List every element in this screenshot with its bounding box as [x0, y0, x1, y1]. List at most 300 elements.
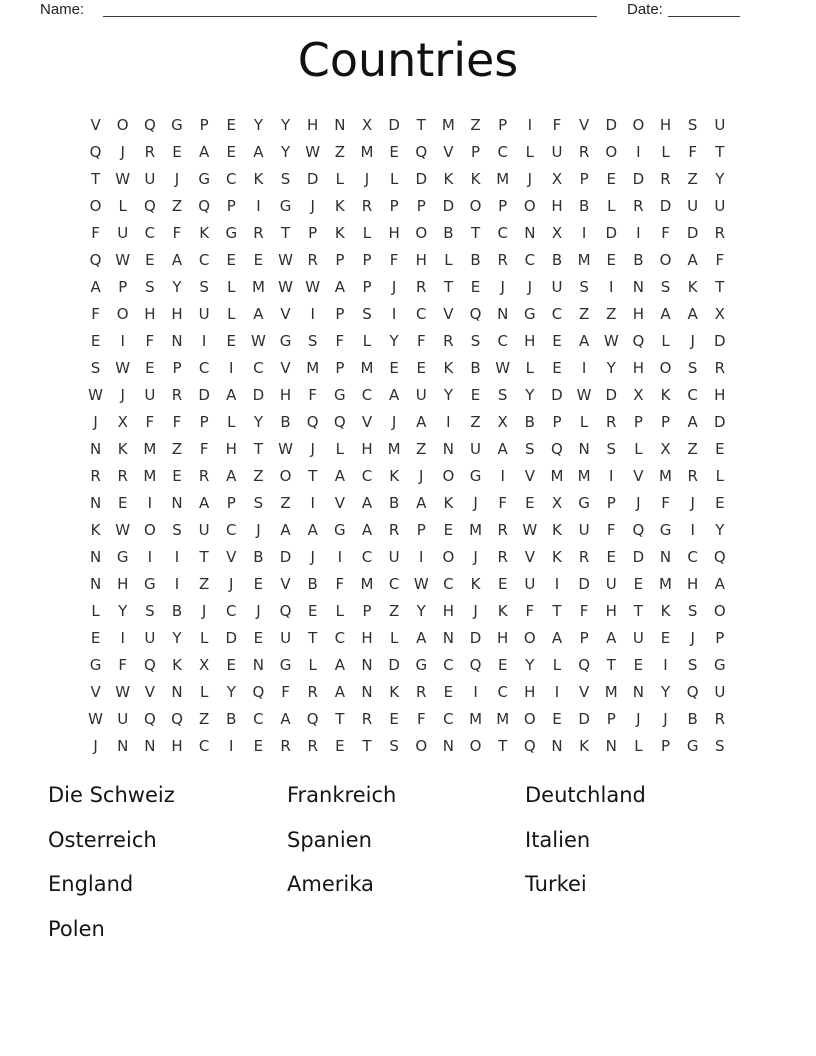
grid-letter: I	[500, 466, 505, 485]
grid-letter: D	[659, 196, 672, 215]
grid-letter: D	[225, 628, 238, 647]
grid-letter: A	[687, 412, 698, 431]
grid-letter: R	[171, 385, 183, 404]
grid-letter: S	[687, 115, 698, 134]
grid-letter: I	[609, 466, 614, 485]
grid-letter: Q	[171, 709, 183, 728]
grid-letter: G	[334, 385, 346, 404]
grid-letter: P	[579, 169, 589, 188]
grid-letter: Q	[632, 520, 645, 539]
grid-letter: B	[280, 412, 291, 431]
grid-letter: O	[89, 196, 102, 215]
grid-letter: E	[633, 574, 644, 593]
grid-letter: J	[473, 601, 478, 620]
grid-letter: H	[659, 115, 672, 134]
grid-letter: I	[256, 196, 261, 215]
grid-letter: B	[524, 412, 535, 431]
grid-letter: C	[361, 385, 373, 404]
grid-letter: P	[199, 115, 209, 134]
grid-letter: X	[117, 412, 128, 431]
grid-letter: P	[416, 196, 426, 215]
grid-letter: A	[497, 439, 508, 458]
grid-letter: I	[310, 493, 315, 512]
grid-letter: I	[174, 547, 180, 566]
grid-letter: M	[251, 277, 265, 296]
grid-letter: E	[552, 358, 562, 377]
grid-letter: J	[473, 493, 478, 512]
grid-letter: R	[90, 466, 101, 485]
grid-letter: H	[605, 601, 617, 620]
grid-letter: N	[578, 439, 590, 458]
grid-letter: D	[388, 655, 400, 674]
grid-letter: J	[310, 547, 315, 566]
grid-letter: P	[606, 493, 616, 512]
grid-letter: H	[225, 439, 237, 458]
grid-letter: M	[306, 358, 320, 377]
grid-letter: F	[172, 223, 182, 242]
grid-letter: G	[279, 331, 292, 350]
grid-letter: B	[470, 250, 481, 269]
grid-letter: M	[496, 169, 510, 188]
grid-letter: U	[144, 169, 156, 188]
grid-letter: K	[579, 736, 590, 755]
grid-letter: J	[391, 277, 397, 296]
grid-letter: J	[527, 277, 533, 296]
grid-letter: K	[443, 169, 454, 188]
grid-letter: Y	[525, 385, 535, 404]
grid-letter: L	[525, 358, 534, 377]
grid-letter: Y	[660, 682, 671, 701]
grid-letter: I	[581, 223, 587, 242]
grid-letter: T	[470, 223, 481, 242]
grid-letter: I	[527, 115, 533, 134]
grid-letter: U	[280, 628, 292, 647]
word-list-item: Deutchland	[525, 783, 646, 808]
grid-letter: I	[419, 547, 424, 566]
grid-letter: R	[307, 682, 318, 701]
grid-letter: S	[497, 385, 508, 404]
grid-letter: W	[522, 520, 538, 539]
grid-letter: O	[442, 547, 455, 566]
grid-letter: Z	[388, 601, 400, 620]
grid-letter: Y	[715, 169, 725, 188]
grid-letter: X	[714, 304, 725, 323]
grid-letter: S	[145, 277, 155, 296]
grid-letter: H	[307, 115, 319, 134]
grid-letter: M	[143, 466, 157, 485]
grid-letter: N	[171, 682, 183, 701]
grid-letter: O	[523, 628, 536, 647]
grid-letter: W	[115, 520, 131, 539]
grid-letter: W	[115, 682, 131, 701]
grid-letter: B	[443, 223, 454, 242]
grid-letter: P	[308, 223, 318, 242]
grid-letter: Y	[172, 277, 182, 296]
grid-letter: A	[687, 304, 698, 323]
grid-letter: T	[90, 169, 101, 188]
grid-letter: G	[144, 574, 156, 593]
grid-letter: E	[443, 682, 454, 701]
word-list-item: Die Schweiz	[48, 783, 175, 808]
grid-letter: E	[633, 655, 644, 674]
grid-letter: N	[89, 493, 102, 512]
grid-letter: K	[552, 520, 562, 539]
grid-letter: V	[280, 304, 291, 323]
grid-letter: A	[280, 520, 291, 539]
grid-letter: X	[198, 655, 210, 674]
grid-letter: R	[253, 223, 264, 242]
grid-letter: N	[89, 574, 102, 593]
grid-letter: E	[226, 331, 237, 350]
word-list-item: Osterreich	[48, 827, 157, 852]
grid-letter: D	[388, 115, 400, 134]
grid-letter: E	[416, 358, 426, 377]
grid-letter: X	[660, 439, 671, 458]
grid-letter: Z	[470, 412, 481, 431]
grid-letter: Q	[306, 709, 319, 728]
grid-letter: E	[660, 628, 671, 647]
word-list	[48, 773, 763, 951]
grid-letter: G	[578, 493, 590, 512]
grid-letter: R	[497, 250, 508, 269]
grid-letter: G	[524, 304, 536, 323]
grid-letter: D	[551, 385, 563, 404]
grid-letter: E	[172, 466, 182, 485]
grid-letter: T	[280, 223, 291, 242]
grid-letter: Q	[143, 709, 156, 728]
grid-letter: A	[226, 466, 237, 485]
grid-letter: T	[498, 736, 508, 755]
grid-letter: N	[442, 628, 455, 647]
grid-letter: Q	[89, 250, 102, 269]
grid-letter: S	[687, 601, 698, 620]
grid-letter: R	[578, 142, 590, 161]
grid-letter: D	[714, 412, 726, 431]
grid-letter: Z	[280, 493, 291, 512]
grid-letter: X	[361, 115, 373, 134]
grid-letter: J	[93, 412, 98, 431]
grid-letter: D	[198, 385, 210, 404]
grid-letter: R	[198, 466, 210, 485]
grid-letter: Y	[606, 358, 616, 377]
grid-letter: N	[632, 277, 644, 296]
grid-letter: P	[498, 115, 508, 134]
grid-letter: F	[552, 115, 562, 134]
grid-letter: L	[362, 331, 372, 350]
grid-letter: R	[416, 682, 427, 701]
grid-letter: M	[143, 439, 157, 458]
grid-letter: N	[632, 682, 644, 701]
grid-letter: L	[335, 169, 345, 188]
grid-letter: R	[307, 736, 318, 755]
grid-letter: T	[253, 439, 263, 458]
grid-letter: W	[305, 142, 321, 161]
grid-letter: O	[659, 250, 672, 269]
grid-letter: K	[497, 601, 508, 620]
grid-letter: Z	[687, 169, 698, 188]
grid-letter: H	[279, 385, 292, 404]
grid-letter: K	[172, 655, 182, 674]
grid-letter: A	[199, 142, 210, 161]
grid-letter: F	[308, 385, 318, 404]
grid-letter: V	[280, 574, 291, 593]
grid-letter: C	[361, 466, 373, 485]
word-search-grid	[82, 111, 733, 759]
grid-letter: C	[687, 385, 698, 404]
grid-letter: K	[443, 358, 454, 377]
grid-letter: M	[577, 250, 591, 269]
grid-letter: W	[495, 358, 511, 377]
grid-letter: W	[115, 358, 131, 377]
grid-letter: D	[632, 547, 645, 566]
grid-letter: D	[605, 385, 618, 404]
grid-letter: A	[253, 304, 264, 323]
grid-letter: Z	[253, 466, 264, 485]
grid-letter: K	[334, 196, 345, 215]
grid-letter: F	[525, 601, 535, 620]
grid-letter: A	[361, 493, 373, 512]
grid-letter: S	[715, 736, 725, 755]
page-title: Countries	[297, 33, 519, 87]
grid-letter: Y	[172, 628, 182, 647]
grid-letter: G	[659, 520, 672, 539]
grid-letter: M	[550, 466, 564, 485]
grid-letter: K	[199, 223, 210, 242]
grid-letter: F	[118, 655, 128, 674]
grid-letter: L	[308, 655, 317, 674]
grid-letter: H	[551, 196, 563, 215]
grid-letter: I	[690, 520, 695, 539]
grid-letter: G	[713, 655, 726, 674]
grid-letter: J	[690, 628, 695, 647]
grid-letter: K	[389, 682, 400, 701]
grid-letter: D	[279, 547, 292, 566]
grid-letter: D	[605, 223, 618, 242]
word-list-item: England	[48, 872, 134, 897]
grid-letter: S	[687, 358, 698, 377]
grid-letter: E	[470, 385, 481, 404]
grid-letter: P	[335, 304, 345, 323]
grid-letter: I	[391, 304, 397, 323]
grid-letter: L	[227, 277, 236, 296]
grid-letter: R	[578, 547, 590, 566]
grid-letter: S	[660, 277, 671, 296]
grid-letter: E	[90, 331, 101, 350]
grid-letter: H	[361, 439, 373, 458]
grid-letter: X	[551, 493, 563, 512]
grid-letter: E	[606, 169, 616, 188]
grid-letter: H	[144, 304, 156, 323]
grid-letter: C	[524, 250, 536, 269]
grid-letter: L	[715, 466, 724, 485]
word-list-item: Polen	[48, 916, 105, 941]
grid-letter: V	[280, 358, 291, 377]
grid-letter: Q	[279, 601, 292, 620]
grid-letter: Z	[171, 196, 183, 215]
grid-letter: L	[199, 682, 209, 701]
grid-letter: L	[389, 628, 399, 647]
grid-letter: U	[524, 574, 536, 593]
grid-letter: Y	[280, 115, 291, 134]
grid-letter: N	[659, 547, 672, 566]
grid-letter: H	[714, 385, 726, 404]
grid-letter: H	[524, 682, 536, 701]
grid-letter: V	[361, 412, 373, 431]
grid-letter: F	[688, 142, 697, 161]
grid-letter: J	[174, 169, 180, 188]
grid-letter: V	[90, 115, 101, 134]
grid-letter: Z	[416, 439, 427, 458]
grid-letter: T	[715, 142, 725, 161]
grid-letter: I	[446, 412, 451, 431]
grid-letter: L	[335, 439, 345, 458]
grid-letter: T	[362, 736, 372, 755]
grid-letter: C	[687, 547, 698, 566]
grid-letter: S	[307, 331, 318, 350]
grid-letter: A	[606, 628, 617, 647]
grid-letter: C	[497, 331, 508, 350]
grid-letter: N	[551, 736, 563, 755]
grid-letter: Q	[252, 682, 265, 701]
grid-letter: K	[660, 385, 671, 404]
grid-letter: N	[442, 439, 455, 458]
name-blank-line	[103, 16, 597, 17]
grid-letter: S	[199, 277, 209, 296]
grid-letter: F	[389, 250, 399, 269]
grid-letter: Y	[443, 385, 453, 404]
grid-letter: D	[632, 169, 645, 188]
grid-letter: I	[636, 223, 641, 242]
grid-letter: Y	[118, 601, 128, 620]
grid-letter: W	[603, 331, 619, 350]
grid-letter: U	[198, 304, 210, 323]
grid-letter: E	[253, 574, 264, 593]
grid-letter: J	[93, 736, 98, 755]
grid-letter: A	[280, 709, 291, 728]
grid-letter: C	[334, 628, 346, 647]
grid-letter: R	[714, 223, 726, 242]
grid-letter: M	[496, 709, 510, 728]
grid-letter: H	[632, 358, 645, 377]
grid-letter: M	[577, 466, 591, 485]
grid-letter: K	[443, 493, 454, 512]
grid-letter: V	[443, 142, 454, 161]
grid-letter: U	[551, 277, 563, 296]
grid-letter: R	[714, 358, 726, 377]
grid-letter: R	[660, 169, 671, 188]
grid-letter: W	[278, 439, 293, 458]
grid-letter: B	[687, 709, 698, 728]
grid-letter: L	[607, 196, 616, 215]
grid-letter: W	[115, 250, 131, 269]
grid-letter: T	[443, 277, 453, 296]
grid-letter: K	[389, 466, 400, 485]
word-list-item: Amerika	[287, 872, 374, 897]
grid-letter: B	[551, 250, 563, 269]
grid-letter: O	[605, 142, 618, 161]
grid-letter: J	[636, 709, 641, 728]
grid-letter: K	[687, 277, 698, 296]
grid-letter: P	[362, 277, 372, 296]
grid-letter: H	[687, 574, 699, 593]
grid-letter: I	[554, 682, 560, 701]
grid-letter: Q	[713, 547, 726, 566]
grid-letter: A	[714, 574, 725, 593]
grid-letter: P	[172, 358, 182, 377]
grid-letter: L	[335, 601, 345, 620]
grid-letter: C	[144, 223, 156, 242]
grid-letter: Q	[143, 655, 156, 674]
grid-letter: B	[470, 358, 481, 377]
grid-letter: L	[579, 412, 589, 431]
grid-letter: N	[524, 223, 536, 242]
grid-letter: Y	[525, 655, 535, 674]
grid-letter: A	[388, 385, 400, 404]
grid-letter: V	[144, 682, 155, 701]
grid-letter: A	[199, 493, 210, 512]
grid-letter: K	[552, 547, 562, 566]
grid-letter: R	[497, 520, 508, 539]
grid-letter: Y	[253, 115, 263, 134]
grid-letter: J	[636, 493, 641, 512]
grid-letter: O	[659, 358, 672, 377]
grid-letter: Z	[171, 439, 183, 458]
grid-letter: T	[606, 655, 616, 674]
grid-letter: E	[715, 493, 725, 512]
grid-letter: G	[279, 196, 292, 215]
grid-letter: E	[552, 331, 562, 350]
grid-letter: F	[91, 223, 100, 242]
grid-letter: J	[391, 412, 397, 431]
grid-letter: E	[307, 601, 318, 620]
grid-letter: T	[199, 547, 209, 566]
grid-letter: R	[443, 331, 454, 350]
grid-letter: T	[715, 277, 725, 296]
grid-letter: I	[174, 574, 180, 593]
grid-letter: Q	[578, 655, 590, 674]
grid-letter: W	[88, 709, 103, 728]
grid-letter: V	[90, 682, 101, 701]
grid-letter: G	[279, 655, 292, 674]
grid-letter: O	[116, 115, 129, 134]
grid-letter: N	[442, 736, 455, 755]
grid-letter: K	[90, 520, 101, 539]
grid-letter: J	[473, 547, 478, 566]
grid-letter: P	[226, 493, 236, 512]
grid-letter: W	[576, 385, 592, 404]
grid-letter: I	[554, 574, 560, 593]
grid-letter: Z	[198, 574, 210, 593]
grid-letter: T	[552, 601, 562, 620]
grid-letter: C	[497, 682, 508, 701]
grid-letter: M	[360, 574, 374, 593]
grid-letter: S	[579, 277, 589, 296]
grid-letter: L	[634, 439, 643, 458]
grid-letter: G	[225, 223, 238, 242]
grid-letter: P	[715, 628, 725, 647]
grid-letter: R	[307, 250, 318, 269]
grid-letter: J	[229, 574, 234, 593]
grid-letter: C	[253, 709, 264, 728]
grid-letter: O	[713, 601, 726, 620]
grid-letter: I	[120, 628, 125, 647]
grid-letter: H	[361, 628, 373, 647]
grid-letter: Z	[470, 115, 481, 134]
grid-letter: A	[171, 250, 183, 269]
word-list-item: Spanien	[287, 827, 372, 852]
grid-letter: M	[604, 682, 618, 701]
grid-letter: N	[171, 493, 183, 512]
